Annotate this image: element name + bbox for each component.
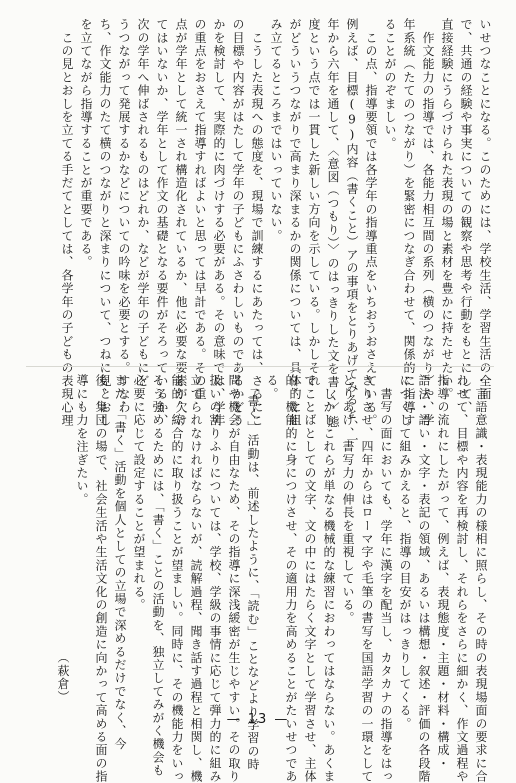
- text-column: とりあげ、書写力の伸長を重視している。: [341, 374, 355, 625]
- text-column: 必要に応じて設定することが望まれる。: [132, 374, 146, 612]
- text-column: 年系統（たてのつながり）を緊密につなぎ合わせて、関係的に指導す: [402, 18, 416, 428]
- text-column: わせて、目標や内容を再検討し、それらをさらに細かく、作文過程や: [455, 374, 469, 783]
- text-column: 能的、綜合的に取り扱うことが望ましい。同時に、その機能力をいっ: [170, 374, 184, 783]
- text-column: そう強めるためには、「書く」ことの活動を、独立してみがく機会も: [151, 374, 165, 778]
- text-column: また、「書く」活動を個人としての立場で深めるだけでなく、今: [113, 374, 127, 751]
- text-column: でことばとしての文字、文の中にはたらく文字として学習させ、主体: [303, 374, 317, 783]
- text-column: 扱いの割りふりについては、学校、学級の事情に応じて弾力的に組み: [208, 374, 222, 783]
- text-column: この点、指導要領では各学年の指導重点をいちおうおさえている。: [364, 18, 378, 428]
- text-column: きりさせ、四年からはローマ字や毛筆の書写を国語学習の一環として: [360, 374, 374, 783]
- author-signature: （萩倉）: [56, 651, 70, 704]
- text-column: 度という点では一貫した新しい方向を示している。しかしそれ: [307, 18, 321, 388]
- text-column: かを検討して、実際的に肉づけする必要がある。その意味では、学年: [212, 18, 226, 428]
- text-column: 例えば、目標(9)内容（書くこと）アの事項をとりあげてみると、一: [345, 18, 359, 447]
- text-column: につくして組みかえると、指導の目安がはっきりしてくる。: [398, 374, 412, 731]
- text-column: ることがのぞましい。: [383, 18, 397, 150]
- text-column: 語法・語い・文字・表記の領域、あるいは構想・叙述・評価の各段階: [417, 374, 431, 783]
- text-column: 書写の面においても、学年に漢字を配当し、カタカナの指導をはっ: [379, 374, 393, 783]
- text-column: 指導の流れにしたがって、例えば、表現態度・主題・材料・構成・: [436, 374, 450, 770]
- text-column: ち、作文能力のたて横のつながりと深まりについて、つねに見とおし: [98, 18, 112, 428]
- text-column: で、共通の経験や事実についての観察や思考や行動をもとにして、: [459, 18, 473, 414]
- page-number: — 13 —: [226, 712, 290, 727]
- text-column: 後、集団の場で、社会生活や生活文化の創造に向かって高める面の指: [94, 374, 108, 783]
- text-column: 的、機能的に身につけさせ、その適用力を高めることがたいせつであ: [284, 374, 298, 783]
- text-column: る。: [265, 374, 279, 401]
- text-column: 作文能力の指導では、各能力相互間の系列（横のつながり）や、学: [421, 18, 435, 428]
- text-column: み立てるところまではいっていない。: [269, 18, 283, 243]
- text-column: いせつなことになる。このためには、学校生活、学習生活の全面: [478, 18, 492, 401]
- section-divider: [26, 366, 494, 367]
- text-column: を立てながら指導することが重要である。: [79, 18, 93, 269]
- text-column: 間や機会が自由なため、その指導に深浅緩密が生じやすい。その取り: [227, 374, 241, 783]
- text-column: てはいないか、学年として作文の基礎となる要件がそろっているか、: [155, 18, 169, 428]
- text-column: 立てられなければならないが、読解過程、聞き話す過程と相関し、機: [189, 374, 203, 783]
- text-column: この見とおしを立てる手だてとしては、各学年の子どもの表現心理: [60, 18, 74, 428]
- text-column: こうした表現への態度を、現場で訓練するにあたっては、さらにこ: [250, 18, 264, 428]
- text-column: がどういうつながりで高まり深まるかの関係については、具体的に組: [288, 18, 302, 428]
- text-column: 「書く」活動は、前述したように、「読む」ことなどより学習の時: [246, 374, 260, 772]
- text-column: 導にも力を注ぎたい。: [75, 374, 89, 506]
- text-column: 年から六年を通して、〈意図（つもり）〉のはっきりした文を書く〉態: [326, 18, 340, 429]
- text-column: の重点をおさえて指導すればよいと思っては早計である。その重: [193, 18, 207, 401]
- text-column: 直接経験にうらづけられた表現の場と素材を豊かに持たせたい。: [440, 18, 454, 401]
- text-column: の目標や内容がはたして学年の子どもにふさわしいものであるかどう: [231, 18, 245, 428]
- text-column: ・言語意識・表現能力の様相に照らし、その時の表現場面の要求に合: [474, 374, 488, 783]
- text-column: 点が学年として統一され構造化されているか、他に必要な要素が欠け: [174, 18, 188, 428]
- text-column: うつながって発展するかなどについての吟味を必要とする。すなわ: [117, 18, 131, 414]
- text-column: しかしこれらが単なる機械的な練習におわってはならない。あくま: [322, 374, 336, 783]
- text-column: 次の学年へ伸ばされるものはどれか、などが学年の子どもにど: [136, 18, 150, 388]
